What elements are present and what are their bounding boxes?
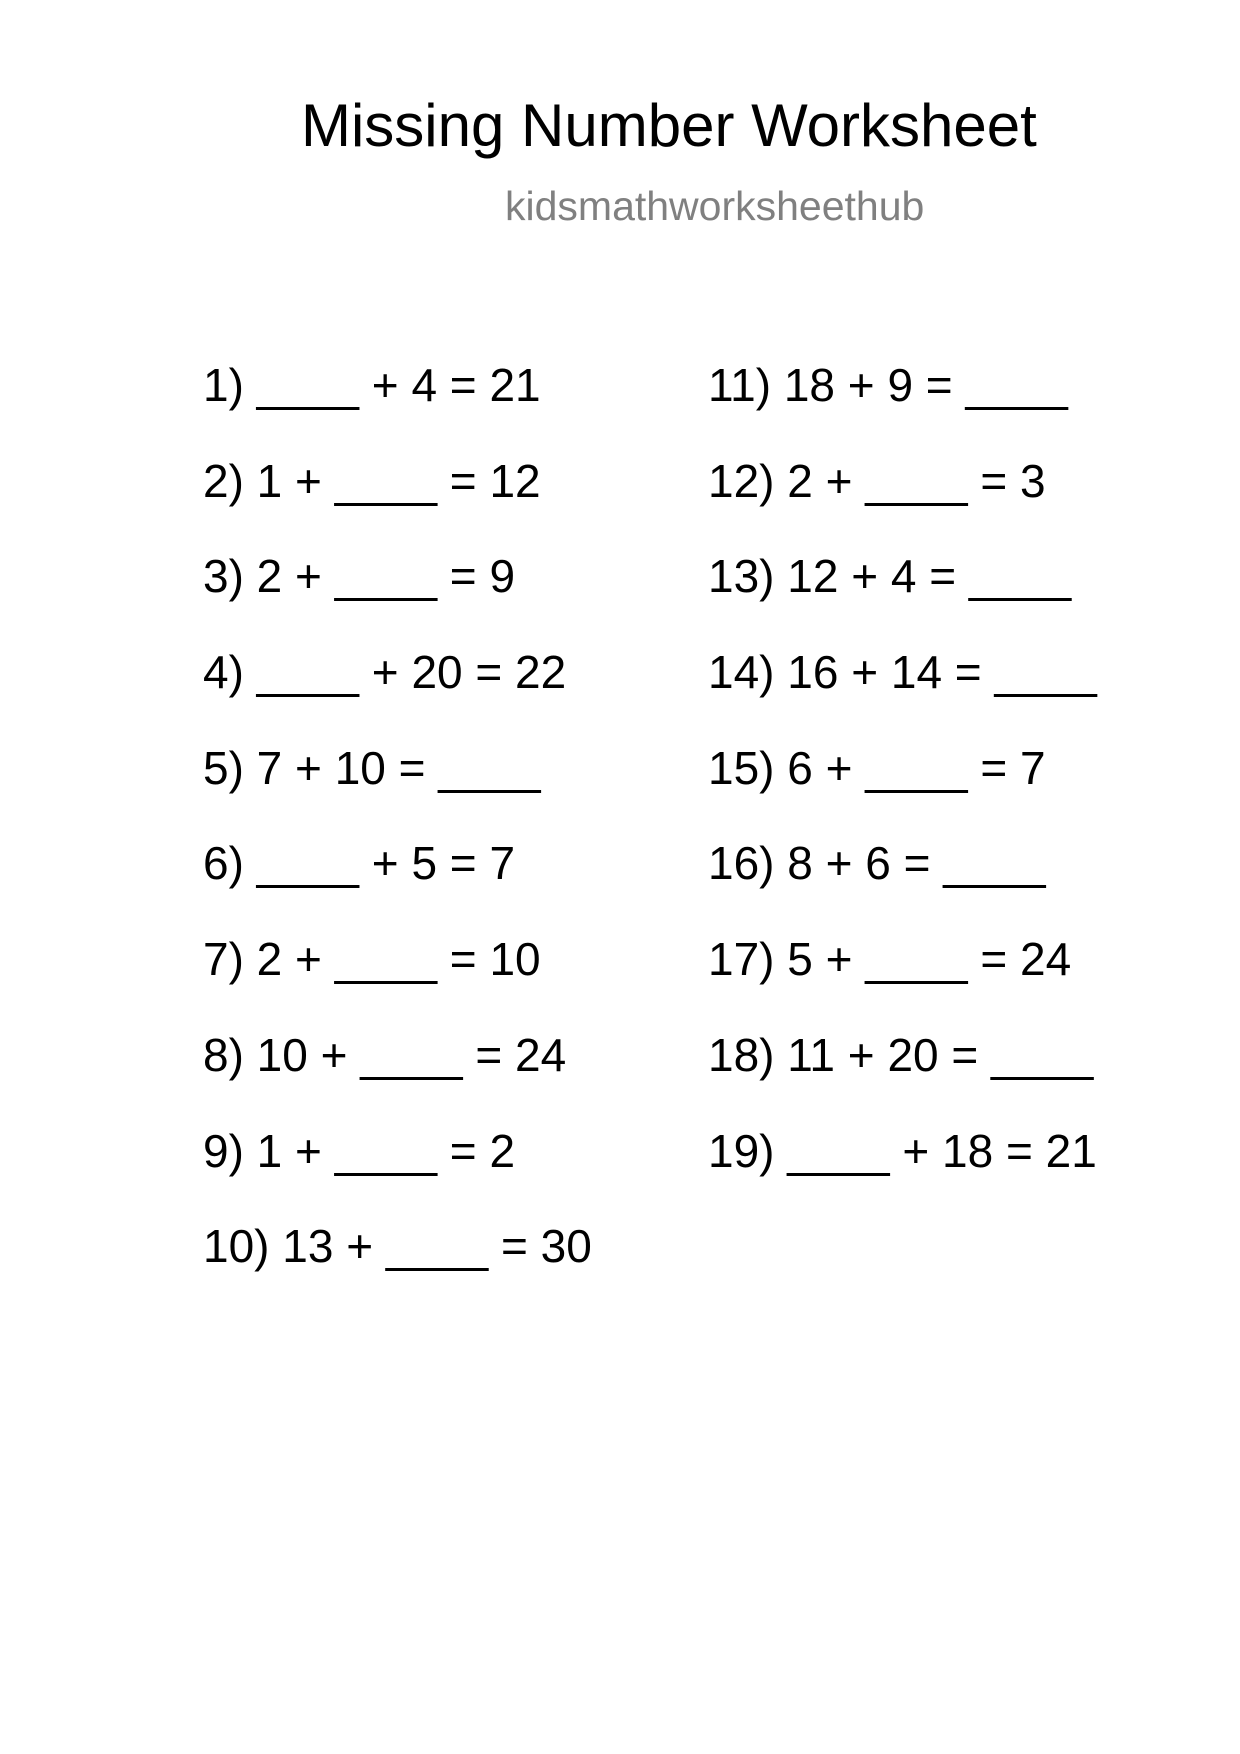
problem-1: 1) ____ + 4 = 21 [203,359,541,411]
problem-13: 13) 12 + 4 = ____ [708,550,1072,603]
problem-5: 5) 7 + 10 = ____ [203,741,541,794]
problems-column-right [708,359,1097,1223]
problem-17: 17) 5 + ____ = 24 [708,933,1072,986]
problem-10: 10) 13 + ____ = 30 [203,1220,592,1273]
problem-3: 3) 2 + ____ = 9 [203,550,516,603]
problem-6: 6) ____ + 5 = 7 [203,837,516,890]
problem-19: 19) ____ + 18 = 21 [708,1124,1097,1177]
problem-4: 4) ____ + 20 = 22 [203,646,567,699]
worksheet-title: Missing Number Worksheet [301,92,1037,159]
problem-16: 16) 8 + 6 = ____ [708,837,1046,890]
problem-7: 7) 2 + ____ = 10 [203,933,541,986]
problem-9: 9) 1 + ____ = 2 [203,1124,516,1177]
problem-11: 11) 18 + 9 = ____ [708,359,1068,411]
worksheet-source: kidsmathworksheethub [505,183,925,229]
problems-column-left [203,359,592,1319]
problem-12: 12) 2 + ____ = 3 [708,454,1046,507]
problem-15: 15) 6 + ____ = 7 [708,741,1046,794]
problem-14: 14) 16 + 14 = ____ [708,646,1097,699]
problem-8: 8) 10 + ____ = 24 [203,1028,567,1081]
problem-2: 2) 1 + ____ = 12 [203,454,541,507]
problem-18: 18) 11 + 20 = ____ [708,1028,1094,1081]
